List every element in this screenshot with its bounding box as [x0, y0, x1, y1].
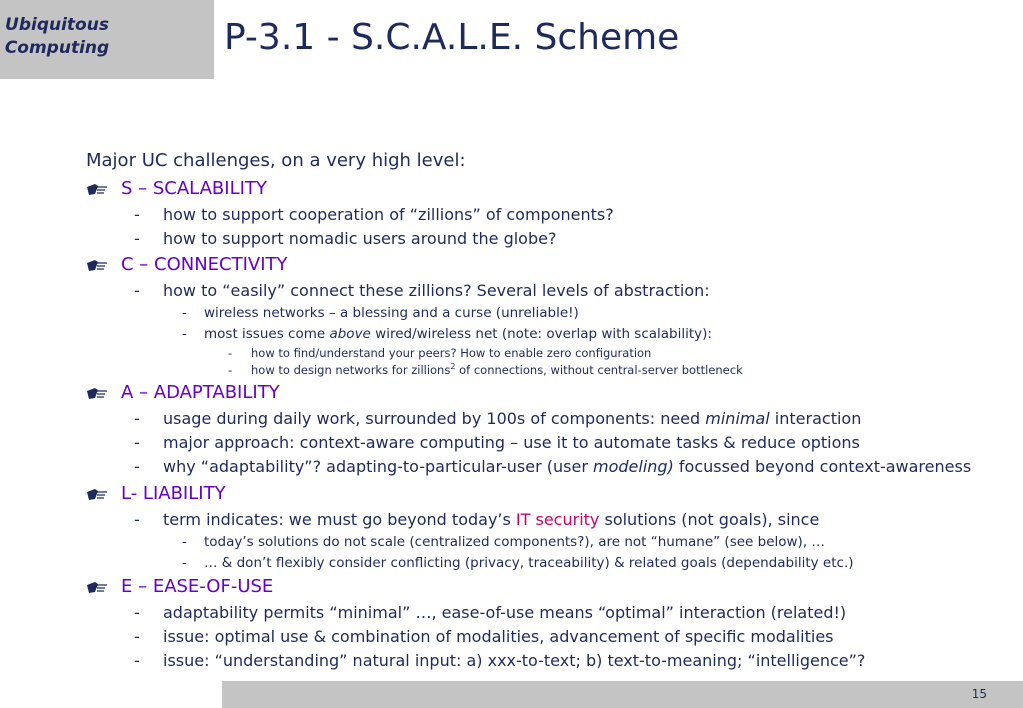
list-item: term indicates: we must go beyond today’s IT security solutions (not goals), since [163, 510, 820, 529]
list-item: how to support nomadic users around the globe? [163, 229, 557, 248]
dash: - [134, 510, 140, 529]
pointing-hand-icon [86, 257, 108, 273]
logo [0, 14, 164, 60]
footer-bar [222, 681, 1023, 708]
dash: - [182, 305, 187, 321]
section-heading-connectivity: C – CONNECTIVITY [121, 254, 288, 275]
list-item: issue: optimal use & combination of modalities, advancement of specific modalities [163, 627, 834, 646]
dash: - [182, 326, 187, 342]
page-title: P-3.1 - S.C.A.L.E. Scheme [224, 17, 680, 58]
dash: - [134, 229, 140, 248]
page-number: 15 [971, 687, 987, 701]
list-item: issue: “understanding” natural input: a) xxx-to-text; b) text-to-meaning; “intelligence”? [163, 651, 866, 670]
logo-line-1: Ubiquitous [5, 15, 109, 35]
dash: - [134, 433, 140, 452]
list-subitem: today’s solutions do not scale (centralized components?), are not “humane” (see below), … [204, 534, 825, 550]
dash: - [182, 555, 187, 571]
intro-text: Major UC challenges, on a very high level: [86, 150, 466, 171]
logo-box [0, 0, 214, 79]
dash: - [228, 346, 233, 360]
section-heading-ease-of-use: E – EASE-OF-USE [121, 576, 274, 597]
list-subitem: … & don’t flexibly consider conflicting (privacy, traceability) & related goals (dependability etc.) [204, 555, 854, 571]
dash: - [134, 205, 140, 224]
dash: - [134, 281, 140, 300]
section-heading-liability: L- LIABILITY [121, 483, 226, 504]
dash: - [134, 603, 140, 622]
pointing-hand-icon [86, 181, 108, 197]
pointing-hand-icon [86, 486, 108, 502]
list-item: usage during daily work, surrounded by 100s of components: need minimal interaction [163, 409, 862, 428]
pointing-hand-icon [86, 385, 108, 401]
dash: - [228, 363, 233, 377]
dash: - [134, 651, 140, 670]
list-subsubitem: how to find/understand your peers? How to enable zero configuration [251, 346, 652, 360]
list-item: why “adaptability”? adapting-to-particular-user (user modeling) focussed beyond context-awareness [163, 457, 972, 476]
pointing-hand-icon [86, 579, 108, 595]
logo-line-2: Computing [4, 38, 110, 58]
list-item: how to support cooperation of “zillions” of components? [163, 205, 614, 224]
list-subitem: wireless networks – a blessing and a curse (unreliable!) [204, 305, 579, 321]
list-subitem: most issues come above wired/wireless net (note: overlap with scalability): [204, 326, 712, 342]
section-heading-adaptability: A – ADAPTABILITY [121, 382, 280, 403]
dash: - [134, 409, 140, 428]
list-item: adaptability permits “minimal” …, ease-of-use means “optimal” interaction (related!) [163, 603, 847, 622]
list-item: major approach: context-aware computing – use it to automate tasks & reduce options [163, 433, 860, 452]
list-subsubitem: how to design networks for zillions$^2$ of connections, without central-server bottleneck [251, 362, 743, 377]
dash: - [182, 534, 187, 550]
dash: - [134, 627, 140, 646]
dash: - [134, 457, 140, 476]
list-item: how to “easily” connect these zillions? Several levels of abstraction: [163, 281, 710, 300]
section-heading-scalability: S – SCALABILITY [121, 178, 267, 199]
